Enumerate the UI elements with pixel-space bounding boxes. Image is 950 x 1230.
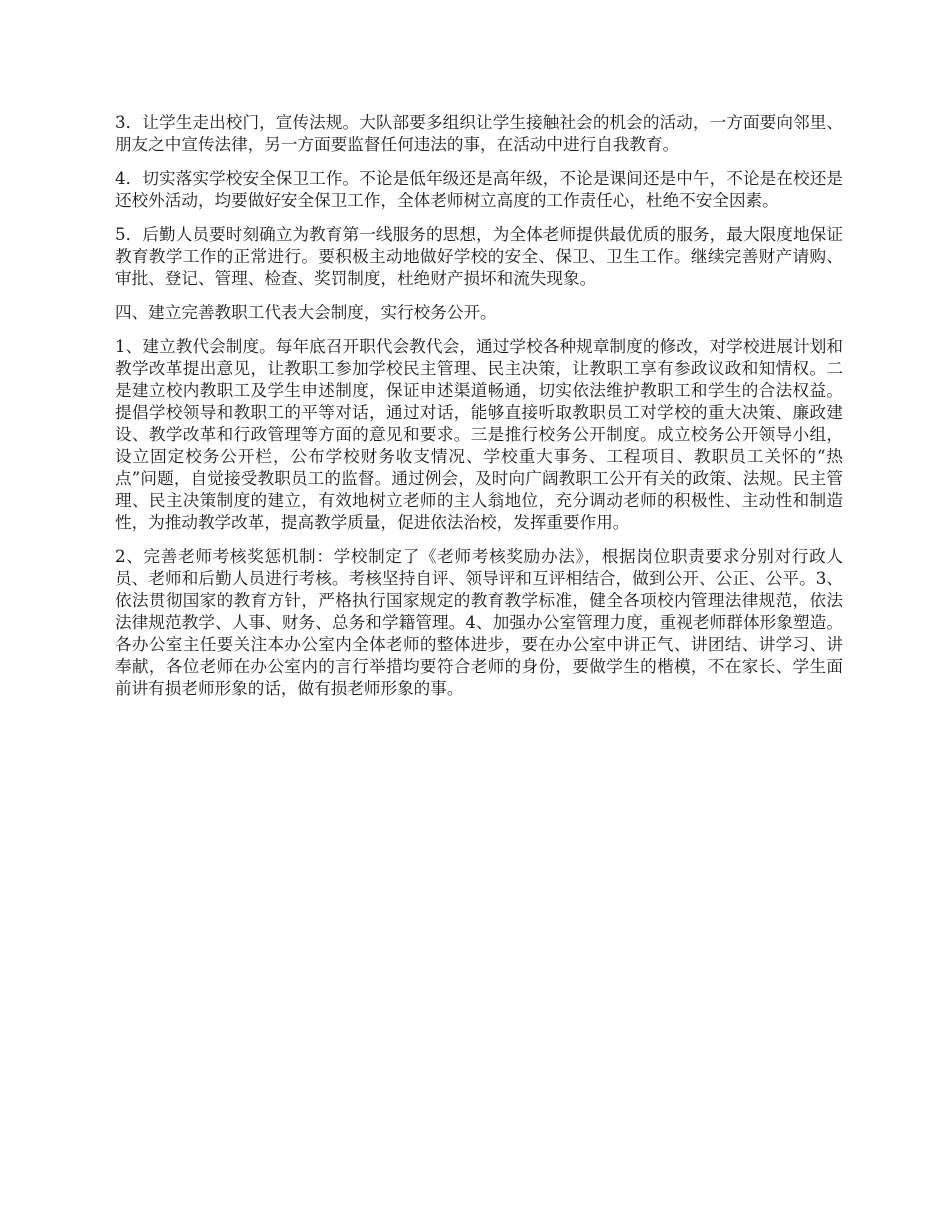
paragraph-4-safety-security: 4．切实落实学校安全保卫工作。不论是低年级还是高年级，不论是课间还是中午，不论是在校还是还校外活动，均要做好安全保卫工作，全体老师树立高度的工作责任心，杜绝不安全因素。 xyxy=(115,169,843,210)
paragraph-5-logistics-service: 5．后勤人员要时刻确立为教育第一线服务的思想，为全体老师提供最优质的服务，最大限度地保证教育教学工作的正常进行。要积极主动地做好学校的安全、保卫、卫生工作。继续完善财产请购、审批、登记、管理、检查、奖罚制度，杜绝财产损坏和流失现象。 xyxy=(115,225,843,288)
paragraph-1-staff-congress-system: 1、建立教代会制度。每年底召开职代会教代会，通过学校各种规章制度的修改，对学校进展计划和教学改革提出意见，让教职工参加学校民主管理、民主决策，让教职工享有参政议政和知情权。二是建立校内教职工及学生申述制度，保证申述渠道畅通，切实依法维护教职工和学生的合法权益。提倡学校领导和教职工的平等对话，通过对话，能够直接听取教职员工对学校的重大决策、廉政建设、教学改革和行政管理等方面的意见和要求。三是推行校务公开制度。成立校务公开领导小组，设立固定校务公开栏，公布学校财务收支情况、学校重大事务、工程项目、教职员工关怀的“热点”问题，自觉接受教职员工的监督。通过例会，及时向广阔教职工公开有关的政策、法规。民主管理、民主决策制度的建立，有效地树立老师的主人翁地位，充分调动老师的积极性、主动性和制造性，为推动教学改革，提高教学质量，促进依法治校，发挥重要作用。 xyxy=(115,337,843,532)
paragraph-3-students-outreach: 3．让学生走出校门，宣传法规。大队部要多组织让学生接触社会的机会的活动，一方面要向邻里、朋友之中宣传法律，另一方面要监督任何违法的事，在活动中进行自我教育。 xyxy=(115,113,843,154)
document-body xyxy=(115,112,843,712)
paragraph-2-teacher-assessment: 2、完善老师考核奖惩机制：学校制定了《老师考核奖励办法》，根据岗位职责要求分别对行政人员、老师和后勤人员进行考核。考核坚持自评、领导评和互评相结合，做到公开、公正、公平。3、依法贯彻国家的教育方针，严格执行国家规定的教育教学标准，健全各项校内管理法律规范，依法法律规范教学、人事、财务、总务和学籍管理。4、加强办公室管理力度，重视老师群体形象塑造。各办公室主任要关注本办公室内全体老师的整体进步，要在办公室中讲正气、讲团结、讲学习、讲奉献，各位老师在办公室内的言行举措均要符合老师的身份，要做学生的楷模，不在家长、学生面前讲有损老师形象的话，做有损老师形象的事。 xyxy=(115,547,843,698)
section-heading-4-staff-congress: 四、建立完善教职工代表大会制度，实行校务公开。 xyxy=(115,303,497,322)
